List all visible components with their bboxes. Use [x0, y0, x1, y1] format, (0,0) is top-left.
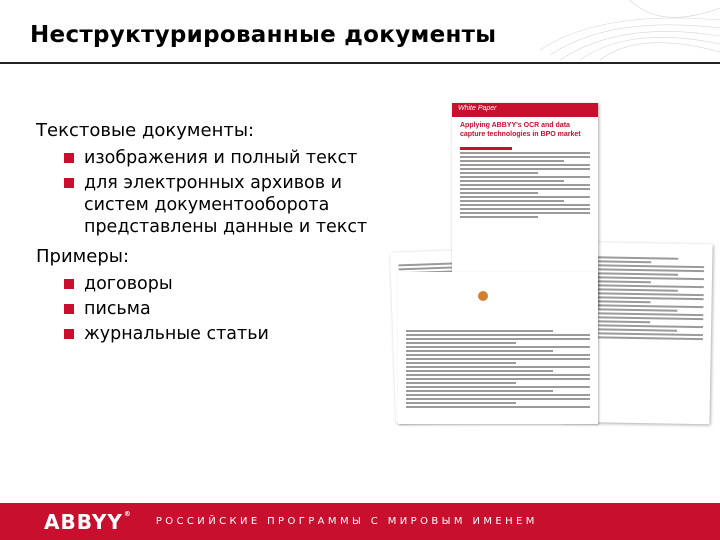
title-divider	[0, 62, 720, 64]
letter-thumbnail	[398, 272, 598, 424]
letter-logo-icon	[478, 290, 491, 301]
square-bullet-icon	[64, 304, 74, 314]
thumbnail-title: Applying ABBYY's OCR and data capture technologies in BPO market	[460, 122, 581, 138]
list-item-label: изображения и полный текст	[84, 148, 358, 168]
text-documents-list	[64, 147, 376, 238]
list-item	[64, 147, 376, 169]
list-item-label: письма	[84, 299, 151, 319]
registered-mark: ®	[123, 509, 132, 518]
page-title: Неструктурированные документы	[30, 22, 497, 48]
list-item-label: для электронных архивов и систем документооборота представлены данные и текст	[84, 173, 368, 237]
square-bullet-icon	[64, 153, 74, 163]
abbyy-logo	[44, 510, 132, 534]
logo-text: ABBYY	[44, 509, 123, 534]
examples-heading: Примеры:	[36, 246, 130, 267]
square-bullet-icon	[64, 178, 74, 188]
footer-slogan: РОССИЙСКИЕ ПРОГРАММЫ С МИРОВЫМ ИМЕНЕМ	[155, 516, 538, 527]
list-item	[64, 273, 376, 295]
square-bullet-icon	[64, 279, 74, 289]
list-item	[64, 298, 376, 320]
list-item	[64, 323, 376, 345]
list-item	[64, 172, 376, 238]
decorative-wave-graphic	[540, 0, 720, 60]
footer-bar	[0, 503, 720, 540]
list-item-label: журнальные статьи	[84, 324, 269, 344]
text-documents-heading: Текстовые документы:	[36, 120, 255, 141]
examples-list	[64, 273, 376, 345]
thumbnail-header: White Paper	[452, 103, 598, 117]
square-bullet-icon	[64, 329, 74, 339]
content-area	[36, 120, 376, 348]
list-item-label: договоры	[84, 274, 173, 294]
